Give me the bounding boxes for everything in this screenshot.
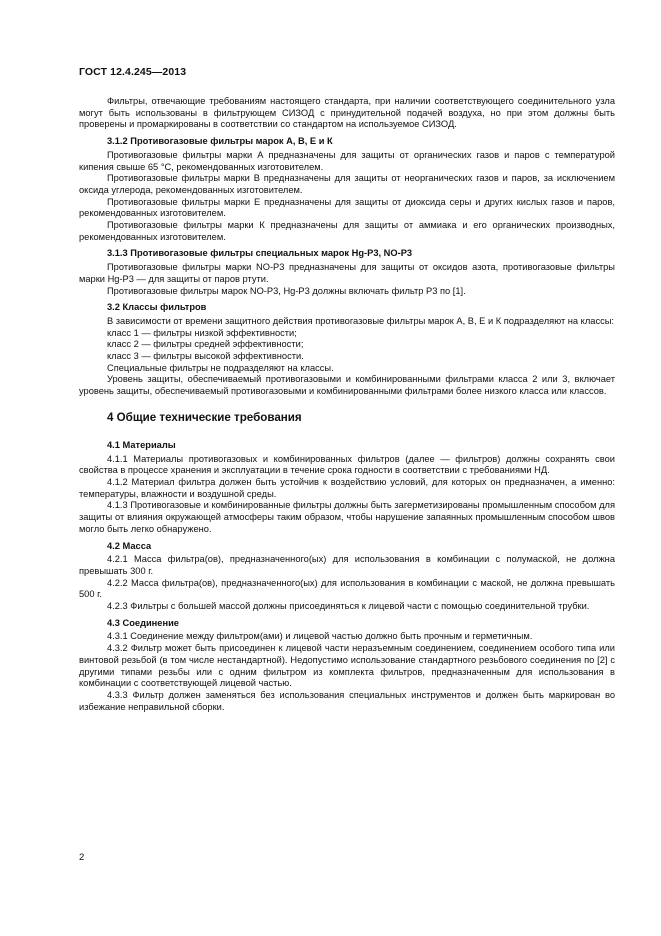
section-heading: 3.1.3 Противогазовые фильтры специальных марок Hg-P3, NO-P3 [107,248,413,259]
paragraph: Фильтры, отвечающие требованиям настоящего стандарта, при наличии соответствующего соединительного узла могут быть использованы в фильтрующем СИЗОД с принудительной подачей воздуха, но при этом должны быть проверены и промаркированы в соответствии со стандартом на используемое СИЗОД. [79,96,615,130]
paragraph: В зависимости от времени защитного действия противогазовые фильтры марок А, В, Е и К подразделяют на классы: [107,315,615,326]
list-item: класс 2 — фильтры средней эффективности; [107,339,304,350]
section-heading: 4.1 Материалы [107,439,176,450]
section-heading: 4.3 Соединение [107,617,179,628]
page-number: 2 [79,852,85,863]
paragraph: Противогазовые фильтры марки Е предназначены для защиты от диоксида серы и других кислых газов и паров, рекомендованных изготовителем. [79,196,615,219]
document-body [79,96,615,713]
paragraph: Противогазовые фильтры марки А предназначены для защиты от органических газов и паров с температурой кипения свыше 65 °С, рекомендованных изготовителем. [79,149,615,172]
list-item: класс 1 — фильтры низкой эффективности; [107,327,297,338]
chapter-heading: 4 Общие технические требования [107,410,302,424]
paragraph: Противогазовые фильтры марки К предназначены для защиты от аммиака и его органических производных, рекомендованных изготовителем. [79,220,615,242]
paragraph: 4.2.1 Масса фильтра(ов), предназначенного(ых) для использования в комбинации с полумаской, не должна превышать 300 г. [79,554,615,576]
section-heading: 3.2 Классы фильтров [107,302,207,313]
paragraph: 4.1.3 Противогазовые и комбинированные фильтры должны быть загерметизированы промышленным способом для защиты от влияния окружающей атмосферы таким образом, чтобы нарушение запаянных промышленным способом швов могло быть легко обнаружено. [79,500,615,534]
page-header-title: ГОСТ 12.4.245—2013 [79,66,187,78]
section-heading: 3.1.2 Противогазовые фильтры марок А, В, Е и К [107,136,333,147]
paragraph: 4.1.2 Материал фильтра должен быть устойчив к воздействию условий, для которых он предназначен, а именно: температуры, влажности и воздушной среды. [79,476,615,499]
section-heading: 4.2 Масса [107,540,152,551]
paragraph: 4.3.2 Фильтр может быть присоединен к лицевой части неразъемным соединением, соединением особого типа или винтовой резьбой (в том числе нестандартной). Недопустимо использование стандартного резьбового соединения по [2] с другими типами резьбы или с одним фильтром из комплекта фильтров, предназначенным для использования в комбинации с соответствующей лицевой частью. [79,643,615,689]
paragraph: Противогазовые фильтры марки В предназначены для защиты от неорганических газов и паров, за исключением оксида углерода, рекомендованных изготовителем. [79,173,615,195]
paragraph: 4.3.3 Фильтр должен заменяться без использования специальных инструментов и должен быть маркирован во избежание неправильной сборки. [79,689,615,712]
paragraph: 4.3.1 Соединение между фильтром(ами) и лицевой частью должно быть прочным и герметичным. [107,631,533,642]
paragraph: 4.2.3 Фильтры с большей массой должны присоединяться к лицевой части с помощью соединительной трубки. [107,601,590,612]
paragraph: Противогазовые фильтры марки NO-P3 предназначены для защиты от оксидов азота, противогазовые фильтры марки Hg-P3 — для защиты от паров ртути. [79,262,615,284]
paragraph: Уровень защиты, обеспечиваемый противогазовыми и комбинированными фильтрами класса 2 или 3, включает уровень защиты, обеспечиваемый противогазовыми и комбинированными фильтрами более низкого класса или классов. [79,374,615,397]
paragraph: Противогазовые фильтры марок NO-P3, Hg-P3 должны включать фильтр Р3 по [1]. [107,285,466,296]
list-item: класс 3 — фильтры высокой эффективности. [107,351,304,362]
paragraph: Специальные фильтры не подразделяют на классы. [107,362,334,373]
paragraph: 4.2.2 Масса фильтра(ов), предназначенного(ых) для использования в комбинации с маской, не должна превышать 500 г. [79,577,615,600]
paragraph: 4.1.1 Материалы противогазовых и комбинированных фильтров (далее — фильтров) должны сохранять свои свойства в процессе хранения и эксплуатации в течение срока годности в соответствии с требованиями НД. [79,453,615,476]
